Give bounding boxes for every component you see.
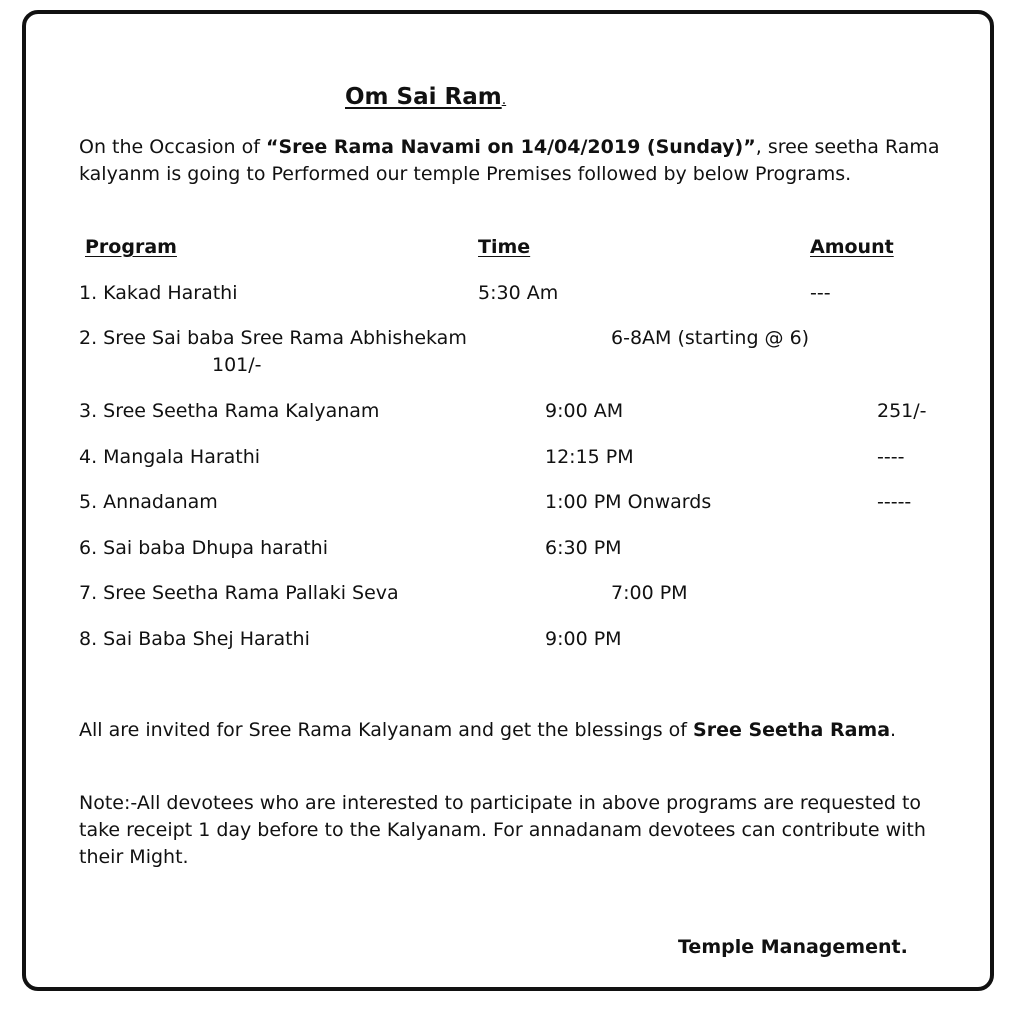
program-name: 8. Sai Baba Shej Harathi [79, 628, 310, 650]
intro-suffix: , sree seetha Rama kalyanm is going to Performed our temple Premises followed by below Programs. [79, 136, 940, 185]
program-time: 9:00 AM [545, 400, 624, 422]
intro-prefix: On the Occasion of [79, 136, 266, 158]
header-time: Time [478, 236, 531, 258]
program-name: 3. Sree Seetha Rama Kalyanam [79, 400, 380, 422]
program-time: 6:30 PM [545, 537, 622, 559]
program-time: 9:00 PM [545, 628, 622, 650]
program-amount: 101/- [212, 354, 262, 376]
program-name: 4. Mangala Harathi [79, 446, 261, 468]
notice-title [345, 84, 506, 110]
invite-deity: Sree Seetha Rama [693, 719, 891, 741]
program-name: 1. Kakad Harathi [79, 282, 238, 304]
program-amount: ----- [877, 491, 912, 513]
program-name: 6. Sai baba Dhupa harathi [79, 537, 329, 559]
intro-paragraph [79, 134, 959, 188]
program-name: 7. Sree Seetha Rama Pallaki Seva [79, 582, 399, 604]
invite-suffix: . [890, 719, 897, 741]
invite-prefix: All are invited for Sree Rama Kalyanam and get the blessings of [79, 719, 694, 741]
header-program: Program [85, 236, 177, 258]
program-time: 7:00 PM [611, 582, 688, 604]
invite-paragraph [79, 717, 959, 744]
program-amount: 251/- [877, 400, 927, 422]
program-time: 6-8AM (starting @ 6) [611, 327, 810, 349]
program-name: 2. Sree Sai baba Sree Rama Abhishekam [79, 327, 467, 349]
title-dot: . [501, 92, 507, 108]
program-name: 5. Annadanam [79, 491, 218, 513]
program-time: 12:15 PM [545, 446, 634, 468]
header-amount: Amount [810, 236, 894, 258]
program-time: 1:00 PM Onwards [545, 491, 712, 513]
signature: Temple Management. [678, 936, 908, 958]
note-paragraph: Note:-All devotees who are interested to participate in above programs are requested to take receipt 1 day before to the Kalyanam. For annadanam devotees can contribute with their Might. [79, 792, 926, 868]
program-amount: ---- [877, 446, 905, 468]
program-amount: --- [810, 282, 831, 304]
intro-occasion: “Sree Rama Navami on 14/04/2019 (Sunday)” [266, 136, 756, 158]
program-time: 5:30 Am [478, 282, 559, 304]
title-text: Om Sai Ram [345, 84, 502, 110]
